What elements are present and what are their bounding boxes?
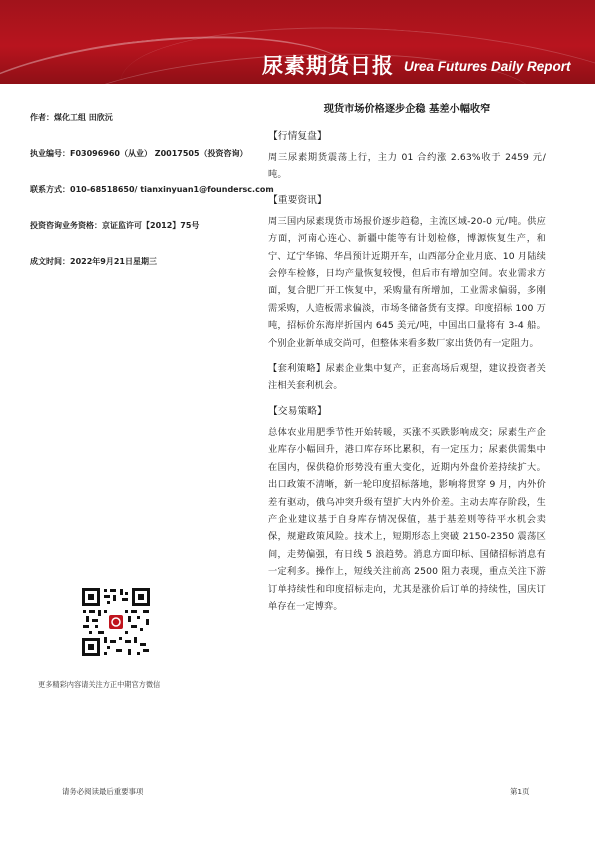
news-paragraph: 周三国内尿素现货市场报价逐步趋稳，主流区域-20-0 元/吨。供应方面，河南心连心、新疆中能等有计划检修，博源恢复生产，和宁、辽宁华锦、华昌预计近期开车，山西部分企业月底、10 月陆续会停车检修，日均产量恢复较慢，但后市有增加空间。农业需求方面，复合肥厂开工恢复中，采购量有所增加，工业需求偏弱，多刚需采购，人造板需求偏淡，市场冬储备货有支撑。印度招标 100 万吨，招标价东海岸折国内 645 美元/吨，中国出口量将有 3-4 船。个别企业新单成交尚可，但整体来看多数厂家出货仍有一定阻力。: [268, 215, 546, 349]
page-number: 第1页: [510, 787, 530, 796]
arbitrage-paragraph: [268, 360, 546, 395]
header-banner: [0, 0, 595, 84]
report-title-cn: 尿素期货日报: [262, 54, 394, 78]
contact-line[interactable]: 联系方式：010-68518650/ tianxinyuan1@foundersc.com: [30, 185, 274, 194]
qr-code-icon: [80, 586, 152, 658]
trade-paragraph: 总体农业用肥季节性开始转暖，买涨不买跌影响成交；尿素生产企业库存小幅回升，港口库存环比累积，有一定压力；尿素供需集中在国内，保供稳价形势没有重大变化，近期内外盘价差持续扩大。出口政策不清晰，新一轮印度招标落地，影响将贯穿 9 月，内外价差有驱动，俄乌冲突升级有望扩大内外价差。主动去库存阶段，生产企业建议基于自身库存情况保值，基于基差则等待平水机会卖保，规避政策风险。技术上，短期形态上突破 2150-2350 震荡区间，走势偏强，有日线 5 浪趋势。消息方面印标、国储招标消息有一定利多。操作上，短线关注前高 2500 阻力表现，重点关注下游订单持续性和印度招标走向，尤其是涨价后订单的持续性，国庆订单存在一定博弈。: [268, 426, 546, 612]
report-headline: 现货市场价格逐步企稳 基差小幅收窄: [323, 104, 491, 115]
wechat-qr-code: [80, 586, 152, 658]
report-title-en: Urea Futures Daily Report: [404, 59, 571, 74]
footer-disclaimer-note: 请务必阅读最后重要事项: [62, 787, 144, 796]
section-head-news: 【重要资讯】: [268, 194, 327, 206]
section-head-arbitrage: 【套利策略】: [268, 363, 326, 375]
review-paragraph: 周三尿素期货震荡上行，主力 01 合约涨 2.63%收于 2459 元/吨。: [268, 152, 546, 181]
arbitrage-text: 尿素企业集中复产，正套高场后观望，建议投资者关注相关套利机会。: [268, 363, 546, 392]
author-line: 作者：煤化工组 田欣沅: [30, 113, 113, 122]
license-line: 执业编号：F03096960（从业） Z0017505（投资咨询）: [30, 149, 248, 158]
date-line: 成文时间：2022年9月21日星期三: [30, 257, 157, 266]
qualification-line: 投资咨询业务资格：京证监许可【2012】75号: [30, 221, 200, 230]
qr-caption: 更多精彩内容请关注方正中期官方微信: [38, 680, 161, 689]
section-head-review: 【行情复盘】: [268, 131, 327, 142]
section-head-trade: 【交易策略】: [268, 405, 327, 417]
report-body: [268, 100, 546, 623]
meta-panel: [30, 112, 274, 292]
